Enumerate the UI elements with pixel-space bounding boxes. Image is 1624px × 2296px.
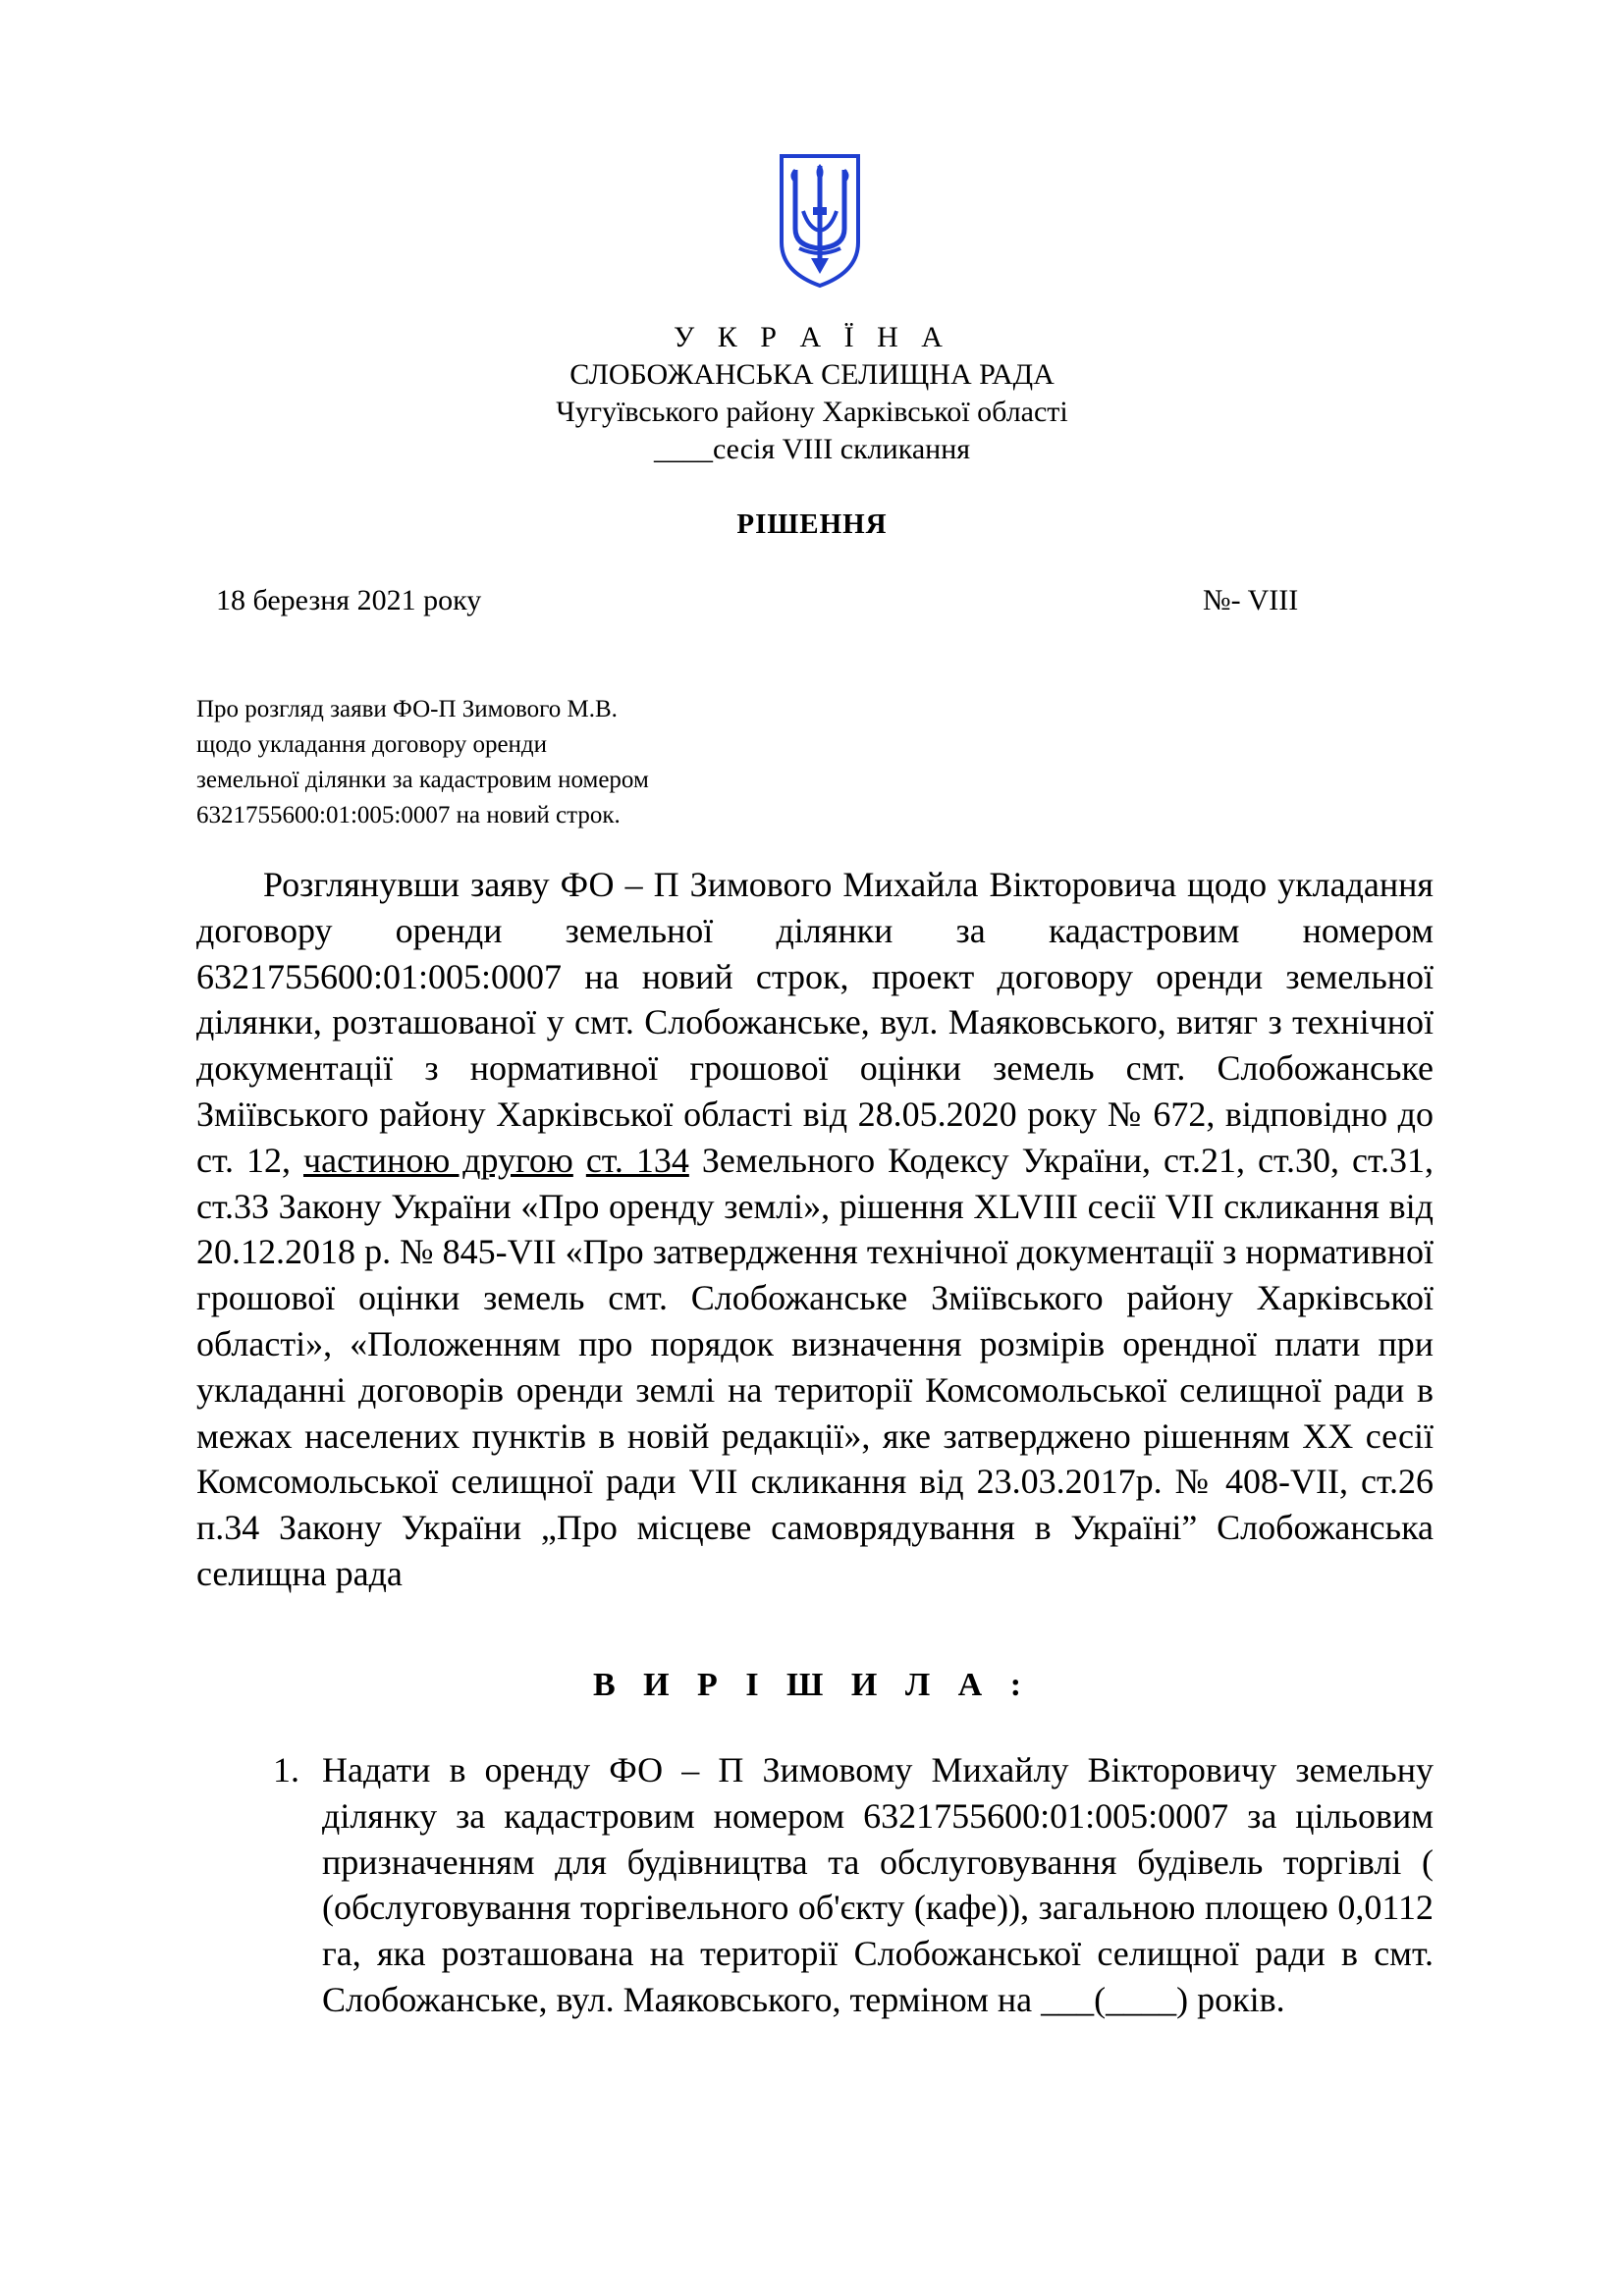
preamble-text-part2: Земельного Кодексу України, ст.21, ст.30, ст.31, ст.33 Закону України «Про оренду землі», рішення XLVIII сесії VII скликання від 20.12.2018 р. № 845-VII «Про затвердження технічної документації з нормативної грошової оцінки земель смт. Слобожанське Зміївського району Харківської області», «Положенням про порядок визначення розмірів орендної плати при укладанні договорів оренди землі на території Комсомольської селищної ради в межах населених пунктів в новій редакції», яке затверджено рішенням XX сесії Комсомольської селищної ради VII скликання від 23.03.2017р. № 408-VII, ст.26 п.34 Закону України „Про місцеве самоврядування в Україні” Слобожанська селищна рада (196, 1140, 1434, 1593)
preamble-paragraph (196, 862, 1434, 1597)
council-name: СЛОБОЖАНСЬКА СЕЛИЩНА РАДА (569, 358, 1055, 391)
decision-item (273, 1747, 1434, 2023)
district-name: Чугуївського району Харківської області (556, 396, 1068, 428)
country-name: У К Р А Ї Н А (674, 321, 950, 353)
law-reference-link[interactable]: частиною другою (303, 1140, 573, 1180)
preamble-space (573, 1141, 586, 1180)
item-number: 1. (273, 1750, 299, 1789)
preamble-text-part1: Розглянувши заяву ФО – П Зимового Михайла Вікторовича щодо укладання договору оренди земельної ділянки за кадастровим номером 6321755600:01:005:0007 на новий строк, проект договору оренди земельної ділянки, розташованої у смт. Слобожанське, вул. Маяковського, витяг з технічної документації з нормативної грошової оцінки земель смт. Слобожанське Зміївського району Харківської області від 28.05.2020 року № 672, відповідно до ст. 12, (196, 865, 1434, 1180)
subject-line: 6321755600:01:005:0007 на новий строк. (196, 802, 621, 828)
decision-subject (196, 692, 649, 833)
subject-line: щодо укладання договору оренди (196, 731, 548, 758)
decided-heading: В И Р І Ш И Л А : (592, 1667, 1032, 1703)
document-title: РІШЕННЯ (736, 508, 888, 540)
item-text: Надати в оренду ФО – П Зимовому Михайлу Вікторовичу земельну ділянку за кадастровим номером 6321755600:01:005:0007 за цільовим призначенням для будівництва та обслуговування будівель торгівлі ( (обслуговування торгівельного об'єкту (кафе)), загальною площею 0,0112 га, яка розташована на території Слобожанської селищної ради в смт. Слобожанське, вул. Маяковського, терміном на ___(____) років. (322, 1750, 1434, 2019)
coat-of-arms-icon (776, 152, 864, 290)
decision-number: №- VIII (1203, 584, 1299, 616)
subject-line: Про розгляд заяви ФО-П Зимового М.В. (196, 696, 618, 722)
subject-line: земельної ділянки за кадастровим номером (196, 767, 649, 793)
decision-date: 18 березня 2021 року (216, 584, 482, 616)
article-reference-link[interactable]: ст. 134 (585, 1140, 689, 1180)
document-header (0, 319, 1624, 468)
session-line: ____сесія VIII скликання (653, 433, 971, 465)
